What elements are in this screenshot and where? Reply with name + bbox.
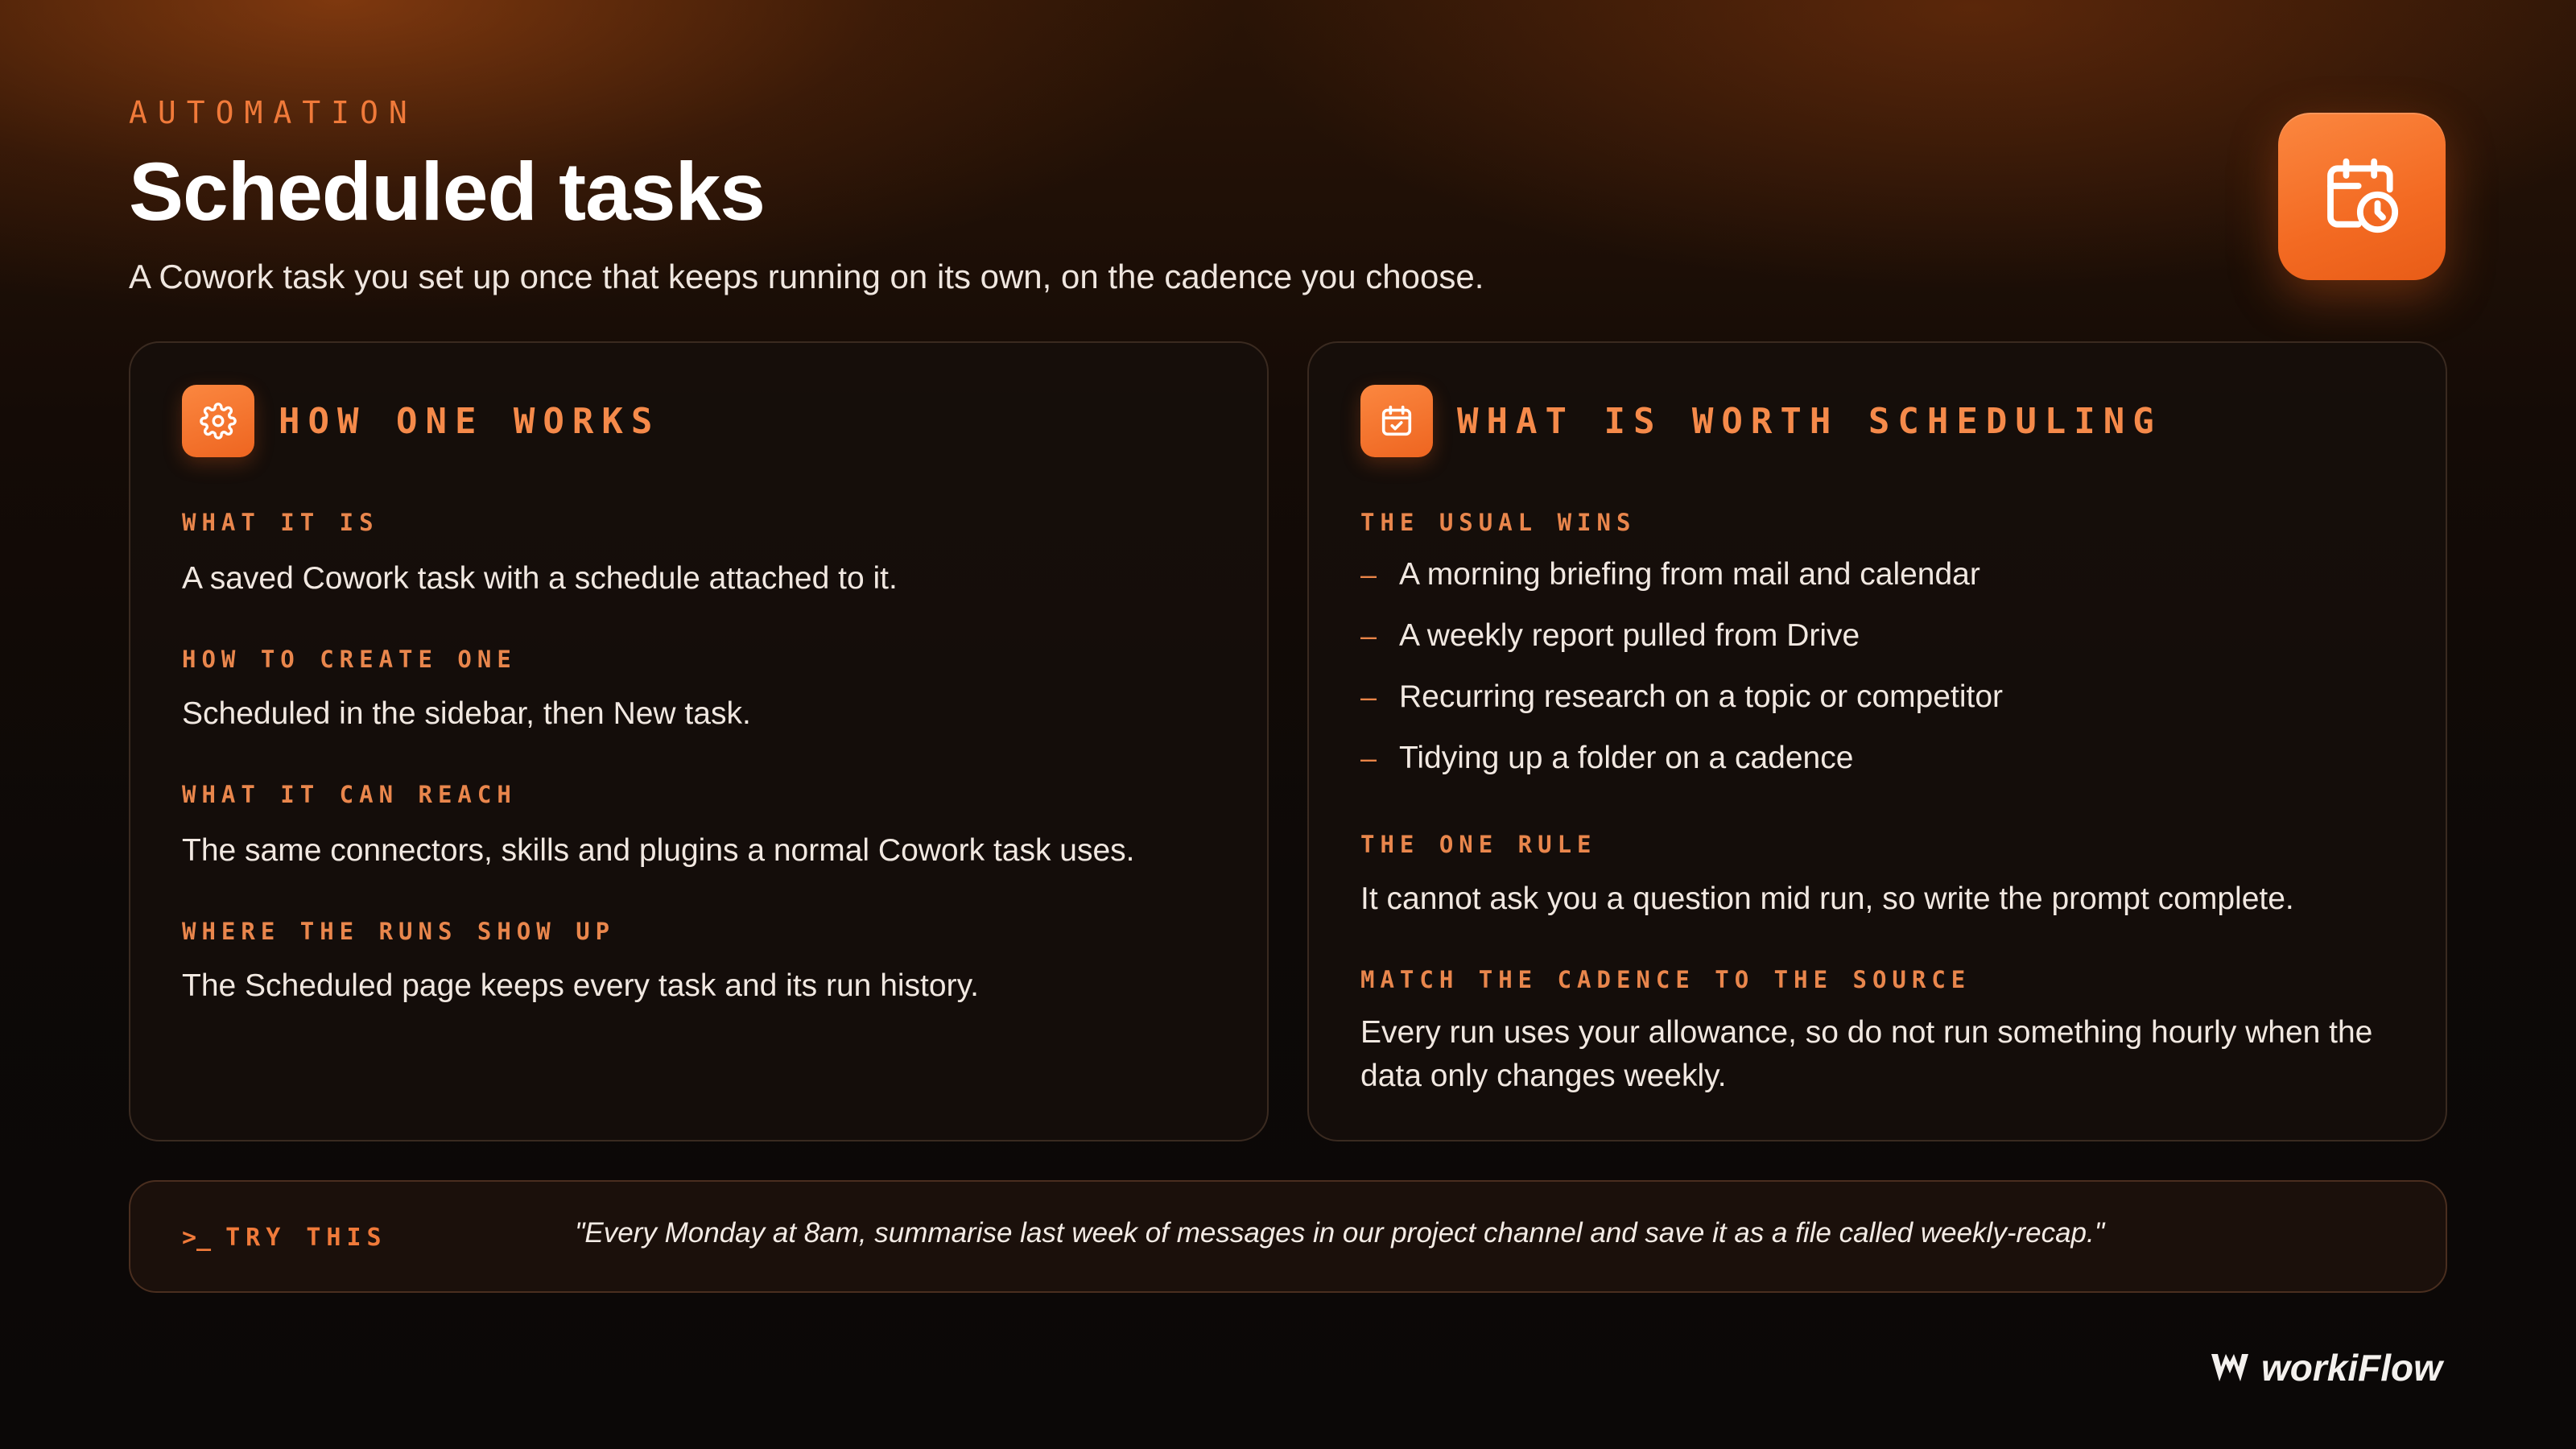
section-text-what-it-can-reach: The same connectors, skills and plugins a normal Cowork task uses.	[182, 833, 1135, 868]
list-item	[1360, 741, 1853, 776]
section-label-how-to-create: HOW TO CREATE ONE	[182, 646, 517, 673]
gear-icon	[182, 385, 254, 457]
try-this-bar	[129, 1180, 2447, 1293]
page-title: Scheduled tasks	[129, 146, 765, 237]
bullet-dash: –	[1360, 558, 1377, 591]
list-item-text: Tidying up a folder on a cadence	[1399, 741, 1854, 775]
section-text-match-cadence: Every run uses your allowance, so do not run something hourly when the data only changes weekly.	[1360, 1015, 2373, 1093]
how-one-works-card	[129, 341, 1269, 1141]
brand-name: workiFlow	[2261, 1347, 2442, 1389]
section-label-what-it-can-reach: WHAT IT CAN REACH	[182, 781, 517, 808]
card-title: WHAT IS WORTH SCHEDULING	[1457, 400, 2162, 442]
try-this-label	[182, 1224, 387, 1252]
example-prompt-quote: "Every Monday at 8am, summarise last week of messages in our project channel and save it as a file called weekly-recap."	[575, 1217, 2105, 1249]
card-header	[182, 385, 660, 457]
eyebrow-label: AUTOMATION	[129, 95, 418, 130]
section-text-how-to-create: Scheduled in the sidebar, then New task.	[182, 696, 751, 731]
card-header	[1360, 385, 2162, 457]
calendar-clock-icon	[2278, 113, 2446, 280]
list-item	[1360, 679, 2003, 715]
section-label-one-rule: THE ONE RULE	[1360, 831, 1597, 858]
section-label-what-it-is: WHAT IT IS	[182, 509, 379, 536]
try-this-text: TRY THIS	[225, 1224, 387, 1252]
workiflow-logo-icon	[2210, 1351, 2250, 1385]
terminal-prompt-icon: >_	[182, 1224, 212, 1252]
section-label-match-cadence: MATCH THE CADENCE TO THE SOURCE	[1360, 966, 1971, 993]
section-text-where-runs-show: The Scheduled page keeps every task and its run history.	[182, 968, 980, 1003]
section-label-usual-wins: THE USUAL WINS	[1360, 509, 1637, 536]
list-item-text: Recurring research on a topic or competitor	[1399, 679, 2004, 714]
calendar-check-icon	[1360, 385, 1433, 457]
list-item-text: A morning briefing from mail and calendar	[1399, 557, 1980, 592]
bullet-dash: –	[1360, 680, 1377, 713]
card-title: HOW ONE WORKS	[279, 400, 661, 442]
worth-scheduling-card	[1307, 341, 2447, 1141]
brand-logo	[2210, 1346, 2442, 1389]
section-text-one-rule: It cannot ask you a question mid run, so write the prompt complete.	[1360, 881, 2294, 916]
list-item-text: A weekly report pulled from Drive	[1399, 618, 1860, 653]
section-text-what-it-is: A saved Cowork task with a schedule attached to it.	[182, 561, 898, 596]
bullet-dash: –	[1360, 741, 1377, 774]
section-label-where-runs-show: WHERE THE RUNS SHOW UP	[182, 918, 616, 945]
page-subtitle: A Cowork task you set up once that keeps running on its own, on the cadence you choose.	[129, 258, 1484, 295]
list-item	[1360, 618, 1860, 654]
list-item	[1360, 557, 1980, 592]
bullet-dash: –	[1360, 619, 1377, 652]
